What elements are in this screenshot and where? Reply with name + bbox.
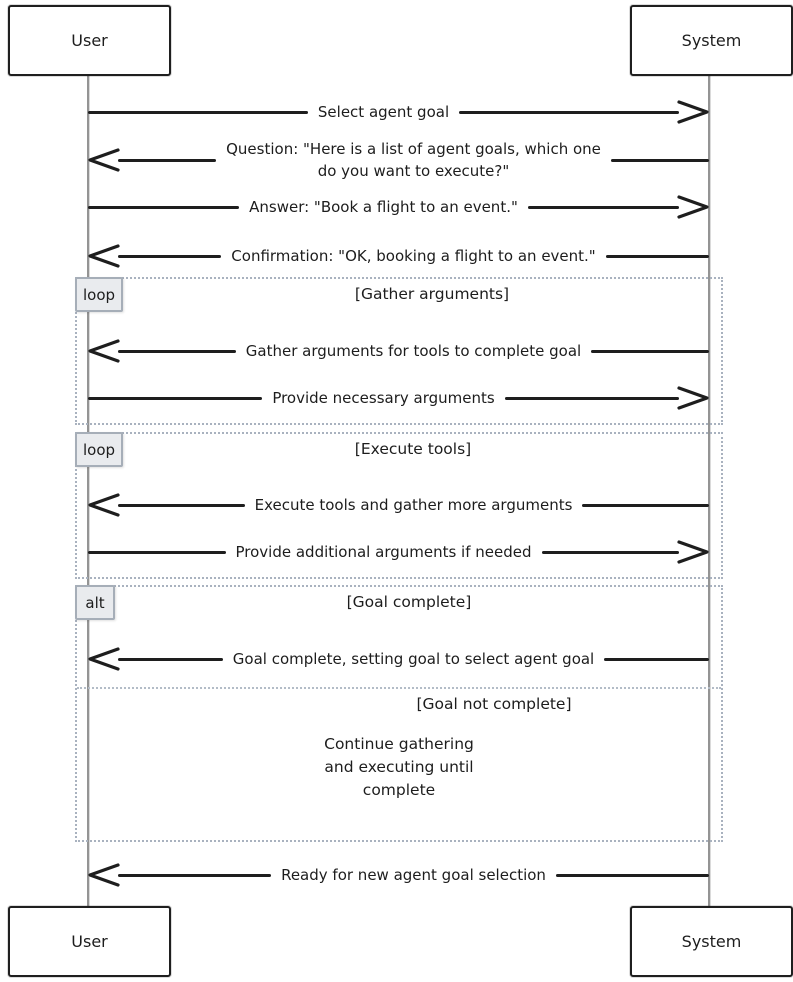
actor-box-user-top [8, 5, 171, 76]
arrow-line [611, 159, 709, 162]
arrowhead-right-icon [673, 384, 711, 412]
arrow-line [528, 206, 679, 209]
fragment-operator-label: loop [75, 277, 123, 312]
message-label: Provide necessary arguments [272, 389, 495, 407]
fragment-operator-label: loop [75, 432, 123, 467]
arrow-line [118, 255, 221, 258]
message-label: Answer: "Book a flight to an event." [249, 198, 518, 216]
message-answer-book-flight [88, 193, 709, 221]
arrow-line [542, 551, 680, 554]
arrow-line [118, 350, 236, 353]
alt-else-condition-label: [Goal not complete] [416, 695, 572, 713]
arrow-line [505, 397, 679, 400]
arrow-line [604, 658, 709, 661]
note-text: Continue gathering and executing until complete [324, 735, 474, 799]
fragment-condition-label: [Gather arguments] [354, 285, 510, 303]
message-label: Goal complete, setting goal to select agent goal [232, 650, 595, 668]
message-execute-tools [88, 491, 709, 519]
arrow-line [118, 159, 216, 162]
message-label: Question: "Here is a list of agent goals, which one do you want to execute?" [226, 140, 601, 180]
arrow-line [88, 551, 226, 554]
actor-label: System [681, 932, 742, 951]
message-ready-for-new-goal [88, 861, 709, 889]
fragment-operator-label: alt [75, 585, 115, 620]
message-select-agent-goal [88, 98, 709, 126]
actor-label: User [71, 31, 108, 50]
arrow-line [606, 255, 709, 258]
message-label: Confirmation: "OK, booking a flight to an event." [231, 247, 596, 265]
message-confirmation-booking [88, 242, 709, 270]
message-provide-necessary-arguments [88, 384, 709, 412]
message-label: Select agent goal [317, 103, 450, 121]
arrow-line [118, 658, 223, 661]
arrow-line [118, 504, 245, 507]
message-provide-additional-arguments [88, 538, 709, 566]
message-label: Provide additional arguments if needed [235, 543, 532, 561]
arrow-line [556, 874, 709, 877]
arrow-line [459, 111, 679, 114]
alt-else-divider [77, 687, 721, 689]
arrow-line [582, 504, 709, 507]
arrowhead-right-icon [673, 538, 711, 566]
arrow-line [88, 111, 308, 114]
message-gather-arguments [88, 337, 709, 365]
fragment-condition-label: [Goal complete] [346, 593, 472, 611]
arrow-line [118, 874, 271, 877]
actor-box-system-top [630, 5, 793, 76]
actor-box-user-bottom [8, 906, 171, 977]
arrow-line [88, 397, 262, 400]
arrowhead-right-icon [673, 193, 711, 221]
arrow-line [88, 206, 239, 209]
actor-box-system-bottom [630, 906, 793, 977]
actor-label: System [681, 31, 742, 50]
message-question-agent-goals [88, 137, 709, 183]
message-goal-complete [88, 645, 709, 673]
message-label: Gather arguments for tools to complete goal [245, 342, 582, 360]
fragment-alt-goal-complete [75, 585, 723, 842]
arrow-line [591, 350, 709, 353]
message-label: Execute tools and gather more arguments [254, 496, 573, 514]
arrowhead-right-icon [673, 98, 711, 126]
fragment-condition-label: [Execute tools] [354, 440, 472, 458]
message-label: Ready for new agent goal selection [281, 866, 546, 884]
actor-label: User [71, 932, 108, 951]
